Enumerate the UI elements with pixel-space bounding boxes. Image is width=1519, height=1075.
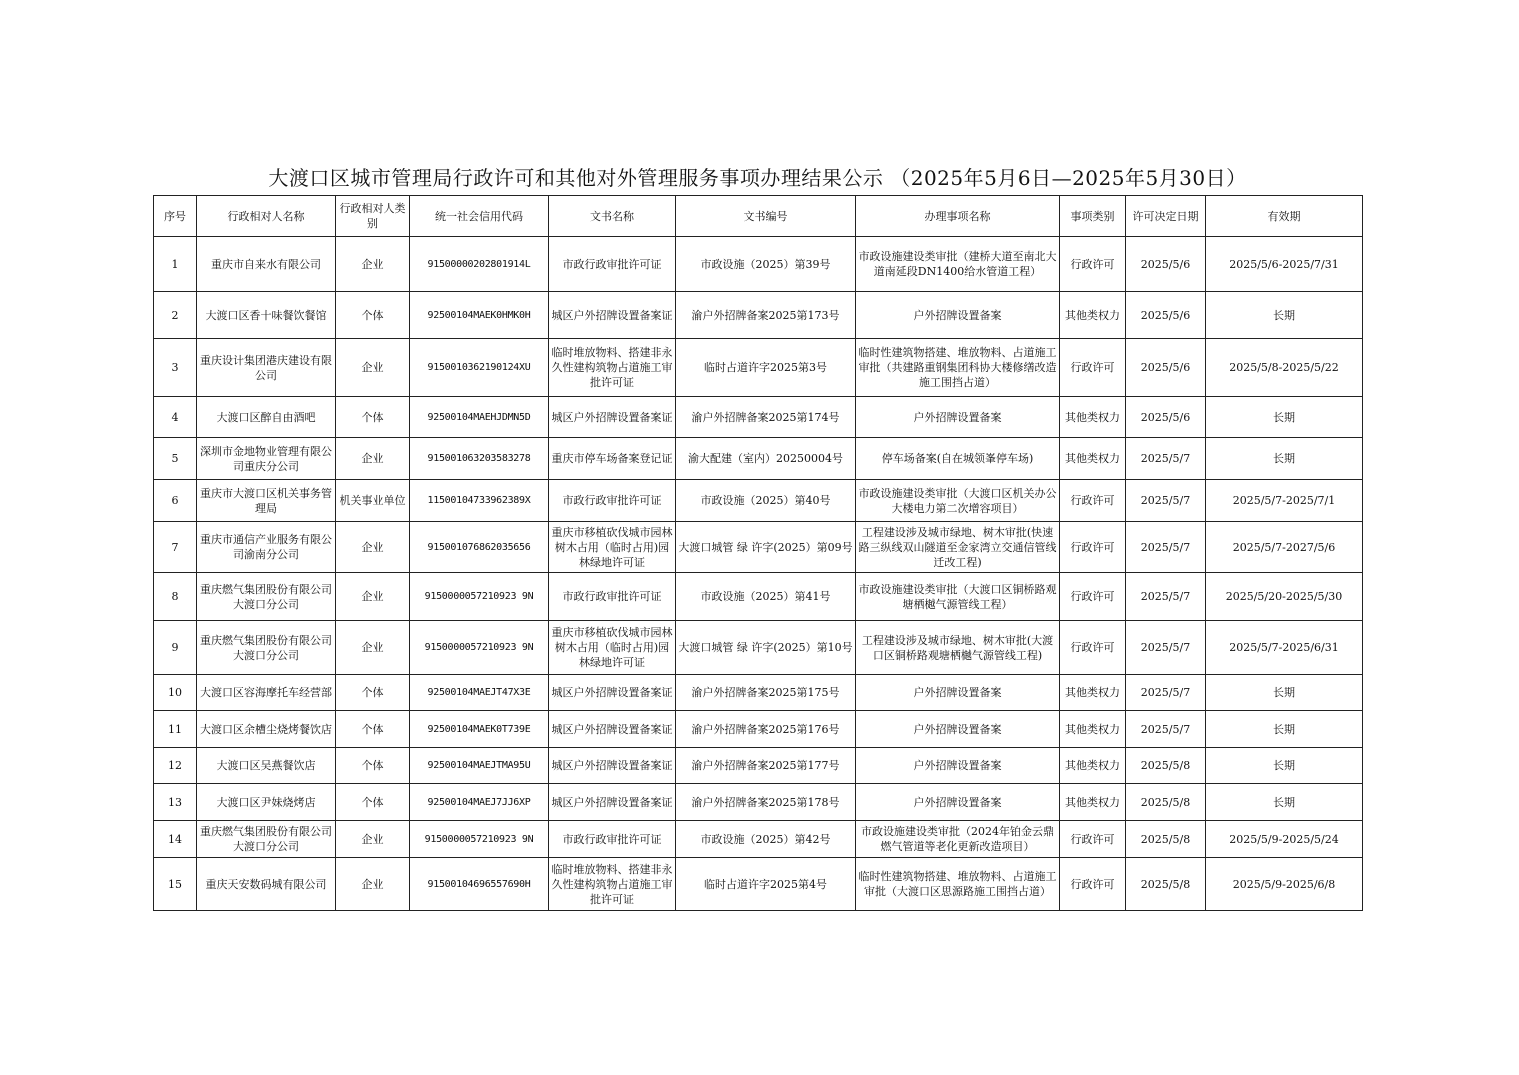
results-table	[153, 195, 1363, 911]
table-header-row	[154, 196, 1363, 237]
cell-validity: 长期	[1206, 438, 1363, 480]
cell-validity: 长期	[1206, 748, 1363, 784]
cell-doc-number: 市政设施（2025）第41号	[676, 573, 856, 621]
cell-index: 9	[154, 621, 197, 675]
cell-doc-number: 渝户外招牌备案2025第178号	[676, 784, 856, 821]
cell-decision-date: 2025/5/7	[1126, 675, 1206, 711]
cell-validity: 长期	[1206, 784, 1363, 821]
cell-category: 行政许可	[1060, 522, 1126, 573]
cell-party-name: 大渡口区余槽尘烧烤餐饮店	[197, 711, 336, 748]
col-header-party-type: 行政相对人类别	[336, 196, 410, 237]
table-row	[154, 784, 1363, 821]
cell-doc-number: 市政设施（2025）第40号	[676, 480, 856, 522]
col-header-matter-name: 办理事项名称	[856, 196, 1060, 237]
cell-doc-number: 大渡口城管 绿 许字(2025）第09号	[676, 522, 856, 573]
cell-party-name: 大渡口区尹妹烧烤店	[197, 784, 336, 821]
cell-category: 其他类权力	[1060, 292, 1126, 339]
page-title: 大渡口区城市管理局行政许可和其他对外管理服务事项办理结果公示 （2025年5月6日—2025年5月30日）	[268, 166, 1247, 190]
cell-matter-name: 临时性建筑物搭建、堆放物料、占道施工审批（大渡口区思源路施工围挡占道）	[856, 858, 1060, 911]
col-header-party-name: 行政相对人名称	[197, 196, 336, 237]
cell-index: 13	[154, 784, 197, 821]
cell-doc-name: 市政行政审批许可证	[549, 237, 676, 292]
cell-credit-code: 92500104MAEK0HMK0H	[410, 292, 549, 339]
table-row	[154, 675, 1363, 711]
table-row	[154, 858, 1363, 911]
cell-decision-date: 2025/5/8	[1126, 858, 1206, 911]
cell-decision-date: 2025/5/6	[1126, 397, 1206, 438]
table-row	[154, 438, 1363, 480]
cell-doc-name: 城区户外招牌设置备案证	[549, 784, 676, 821]
cell-category: 行政许可	[1060, 339, 1126, 397]
cell-doc-name: 城区户外招牌设置备案证	[549, 292, 676, 339]
cell-matter-name: 市政设施建设类审批（建桥大道至南北大道南延段DN1400给水管道工程）	[856, 237, 1060, 292]
cell-index: 2	[154, 292, 197, 339]
cell-decision-date: 2025/5/6	[1126, 339, 1206, 397]
cell-matter-name: 临时性建筑物搭建、堆放物料、占道施工审批（共建路重钢集团科协大楼修缮改造施工围挡占道）	[856, 339, 1060, 397]
cell-doc-number: 市政设施（2025）第39号	[676, 237, 856, 292]
cell-party-type: 机关事业单位	[336, 480, 410, 522]
cell-matter-name: 市政设施建设类审批（2024年铂金云鼎燃气管道等老化更新改造项目）	[856, 821, 1060, 858]
cell-category: 行政许可	[1060, 237, 1126, 292]
cell-index: 8	[154, 573, 197, 621]
cell-party-type: 企业	[336, 621, 410, 675]
col-header-doc-name: 文书名称	[549, 196, 676, 237]
cell-credit-code: 915001063203583278	[410, 438, 549, 480]
cell-decision-date: 2025/5/8	[1126, 784, 1206, 821]
cell-credit-code: 91500000202801914L	[410, 237, 549, 292]
table-row	[154, 711, 1363, 748]
cell-validity: 2025/5/9-2025/5/24	[1206, 821, 1363, 858]
cell-category: 行政许可	[1060, 480, 1126, 522]
cell-doc-name: 市政行政审批许可证	[549, 821, 676, 858]
cell-party-name: 重庆燃气集团股份有限公司大渡口分公司	[197, 573, 336, 621]
cell-party-type: 个体	[336, 292, 410, 339]
cell-party-type: 企业	[336, 339, 410, 397]
cell-index: 15	[154, 858, 197, 911]
cell-doc-name: 市政行政审批许可证	[549, 573, 676, 621]
cell-category: 行政许可	[1060, 858, 1126, 911]
cell-party-type: 个体	[336, 784, 410, 821]
cell-party-type: 个体	[336, 675, 410, 711]
cell-validity: 长期	[1206, 675, 1363, 711]
cell-category: 行政许可	[1060, 573, 1126, 621]
cell-category: 行政许可	[1060, 821, 1126, 858]
cell-credit-code: 92500104MAEJ7JJ6XP	[410, 784, 549, 821]
cell-party-name: 大渡口区容海摩托车经营部	[197, 675, 336, 711]
cell-credit-code: 92500104MAEK0T739E	[410, 711, 549, 748]
cell-doc-number: 市政设施（2025）第42号	[676, 821, 856, 858]
cell-doc-name: 临时堆放物料、搭建非永久性建构筑物占道施工审批许可证	[549, 858, 676, 911]
table-row	[154, 292, 1363, 339]
cell-party-name: 重庆市自来水有限公司	[197, 237, 336, 292]
table-row	[154, 748, 1363, 784]
table-row	[154, 480, 1363, 522]
cell-doc-number: 渝户外招牌备案2025第177号	[676, 748, 856, 784]
table-row	[154, 339, 1363, 397]
cell-party-name: 重庆燃气集团股份有限公司大渡口分公司	[197, 621, 336, 675]
cell-matter-name: 户外招牌设置备案	[856, 292, 1060, 339]
cell-validity: 2025/5/9-2025/6/8	[1206, 858, 1363, 911]
cell-index: 12	[154, 748, 197, 784]
cell-index: 3	[154, 339, 197, 397]
cell-decision-date: 2025/5/7	[1126, 711, 1206, 748]
cell-index: 7	[154, 522, 197, 573]
cell-decision-date: 2025/5/7	[1126, 438, 1206, 480]
cell-decision-date: 2025/5/8	[1126, 821, 1206, 858]
cell-doc-number: 渝户外招牌备案2025第175号	[676, 675, 856, 711]
cell-credit-code: 915001076862035656	[410, 522, 549, 573]
cell-doc-number: 渝大配建（室内）20250004号	[676, 438, 856, 480]
col-header-index: 序号	[154, 196, 197, 237]
cell-doc-name: 城区户外招牌设置备案证	[549, 675, 676, 711]
cell-index: 1	[154, 237, 197, 292]
cell-category: 其他类权力	[1060, 784, 1126, 821]
cell-credit-code: 92500104MAEJT47X3E	[410, 675, 549, 711]
cell-matter-name: 户外招牌设置备案	[856, 748, 1060, 784]
cell-index: 11	[154, 711, 197, 748]
cell-category: 其他类权力	[1060, 748, 1126, 784]
cell-decision-date: 2025/5/6	[1126, 237, 1206, 292]
cell-validity: 长期	[1206, 292, 1363, 339]
cell-party-type: 企业	[336, 522, 410, 573]
cell-validity: 2025/5/8-2025/5/22	[1206, 339, 1363, 397]
cell-credit-code: 9150000057210923 9N	[410, 821, 549, 858]
cell-matter-name: 户外招牌设置备案	[856, 397, 1060, 438]
cell-credit-code: 92500104MAEHJDMN5D	[410, 397, 549, 438]
cell-doc-name: 城区户外招牌设置备案证	[549, 711, 676, 748]
cell-index: 10	[154, 675, 197, 711]
cell-category: 其他类权力	[1060, 675, 1126, 711]
col-header-validity: 有效期	[1206, 196, 1363, 237]
cell-doc-number: 渝户外招牌备案2025第174号	[676, 397, 856, 438]
table-row	[154, 522, 1363, 573]
cell-credit-code: 11500104733962389X	[410, 480, 549, 522]
table-row	[154, 397, 1363, 438]
cell-credit-code: 91500104696557690H	[410, 858, 549, 911]
cell-validity: 2025/5/6-2025/7/31	[1206, 237, 1363, 292]
cell-matter-name: 工程建设涉及城市绿地、树木审批(快速路三纵线双山隧道至金家湾立交通信管线迁改工程)	[856, 522, 1060, 573]
cell-doc-name: 市政行政审批许可证	[549, 480, 676, 522]
cell-validity: 长期	[1206, 711, 1363, 748]
cell-doc-name: 城区户外招牌设置备案证	[549, 748, 676, 784]
cell-party-type: 企业	[336, 858, 410, 911]
table-row	[154, 237, 1363, 292]
cell-doc-number: 临时占道许字2025第3号	[676, 339, 856, 397]
table-row	[154, 821, 1363, 858]
cell-matter-name: 市政设施建设类审批（大渡口区铜桥路观塘栖樾气源管线工程）	[856, 573, 1060, 621]
cell-party-name: 重庆燃气集团股份有限公司大渡口分公司	[197, 821, 336, 858]
cell-category: 行政许可	[1060, 621, 1126, 675]
cell-validity: 2025/5/7-2025/7/1	[1206, 480, 1363, 522]
cell-doc-name: 临时堆放物料、搭建非永久性建构筑物占道施工审批许可证	[549, 339, 676, 397]
cell-category: 其他类权力	[1060, 438, 1126, 480]
cell-matter-name: 工程建设涉及城市绿地、树木审批(大渡口区铜桥路观塘栖樾气源管线工程)	[856, 621, 1060, 675]
cell-validity: 2025/5/7-2025/6/31	[1206, 621, 1363, 675]
cell-matter-name: 户外招牌设置备案	[856, 711, 1060, 748]
cell-validity: 2025/5/20-2025/5/30	[1206, 573, 1363, 621]
cell-matter-name: 停车场备案(自在城领峯停车场)	[856, 438, 1060, 480]
cell-doc-name: 重庆市移植砍伐城市园林树木占用（临时占用)园林绿地许可证	[549, 522, 676, 573]
cell-doc-number: 大渡口城管 绿 许字(2025）第10号	[676, 621, 856, 675]
cell-matter-name: 户外招牌设置备案	[856, 675, 1060, 711]
cell-decision-date: 2025/5/8	[1126, 748, 1206, 784]
cell-category: 其他类权力	[1060, 397, 1126, 438]
cell-doc-number: 临时占道许字2025第4号	[676, 858, 856, 911]
table-row	[154, 621, 1363, 675]
cell-party-type: 企业	[336, 573, 410, 621]
cell-validity: 2025/5/7-2027/5/6	[1206, 522, 1363, 573]
cell-party-type: 企业	[336, 821, 410, 858]
cell-category: 其他类权力	[1060, 711, 1126, 748]
cell-party-name: 重庆市大渡口区机关事务管理局	[197, 480, 336, 522]
cell-party-type: 个体	[336, 711, 410, 748]
cell-credit-code: 9150000057210923 9N	[410, 573, 549, 621]
cell-decision-date: 2025/5/7	[1126, 573, 1206, 621]
cell-decision-date: 2025/5/6	[1126, 292, 1206, 339]
cell-doc-name: 重庆市停车场备案登记证	[549, 438, 676, 480]
cell-party-name: 重庆天安数码城有限公司	[197, 858, 336, 911]
cell-decision-date: 2025/5/7	[1126, 480, 1206, 522]
cell-index: 5	[154, 438, 197, 480]
table-row	[154, 573, 1363, 621]
col-header-doc-number: 文书编号	[676, 196, 856, 237]
cell-validity: 长期	[1206, 397, 1363, 438]
cell-doc-number: 渝户外招牌备案2025第173号	[676, 292, 856, 339]
col-header-credit-code: 统一社会信用代码	[410, 196, 549, 237]
cell-matter-name: 户外招牌设置备案	[856, 784, 1060, 821]
cell-party-name: 深圳市金地物业管理有限公司重庆分公司	[197, 438, 336, 480]
cell-party-name: 大渡口区香十味餐饮餐馆	[197, 292, 336, 339]
cell-party-name: 大渡口区醉自由酒吧	[197, 397, 336, 438]
cell-index: 14	[154, 821, 197, 858]
cell-party-name: 重庆市通信产业服务有限公司渝南分公司	[197, 522, 336, 573]
cell-party-name: 重庆设计集团港庆建设有限公司	[197, 339, 336, 397]
cell-doc-name: 重庆市移植砍伐城市园林树木占用（临时占用)园林绿地许可证	[549, 621, 676, 675]
col-header-decision-date: 许可决定日期	[1126, 196, 1206, 237]
cell-credit-code: 92500104MAEJTMA95U	[410, 748, 549, 784]
cell-party-name: 大渡口区吴燕餐饮店	[197, 748, 336, 784]
cell-credit-code: 9150010362190124XU	[410, 339, 549, 397]
cell-decision-date: 2025/5/7	[1126, 621, 1206, 675]
cell-doc-name: 城区户外招牌设置备案证	[549, 397, 676, 438]
col-header-category: 事项类别	[1060, 196, 1126, 237]
cell-party-type: 个体	[336, 748, 410, 784]
cell-party-type: 企业	[336, 438, 410, 480]
cell-doc-number: 渝户外招牌备案2025第176号	[676, 711, 856, 748]
cell-party-type: 企业	[336, 237, 410, 292]
cell-index: 4	[154, 397, 197, 438]
cell-matter-name: 市政设施建设类审批（大渡口区机关办公大楼电力第二次增容项目）	[856, 480, 1060, 522]
cell-party-type: 个体	[336, 397, 410, 438]
cell-index: 6	[154, 480, 197, 522]
cell-credit-code: 9150000057210923 9N	[410, 621, 549, 675]
cell-decision-date: 2025/5/7	[1126, 522, 1206, 573]
